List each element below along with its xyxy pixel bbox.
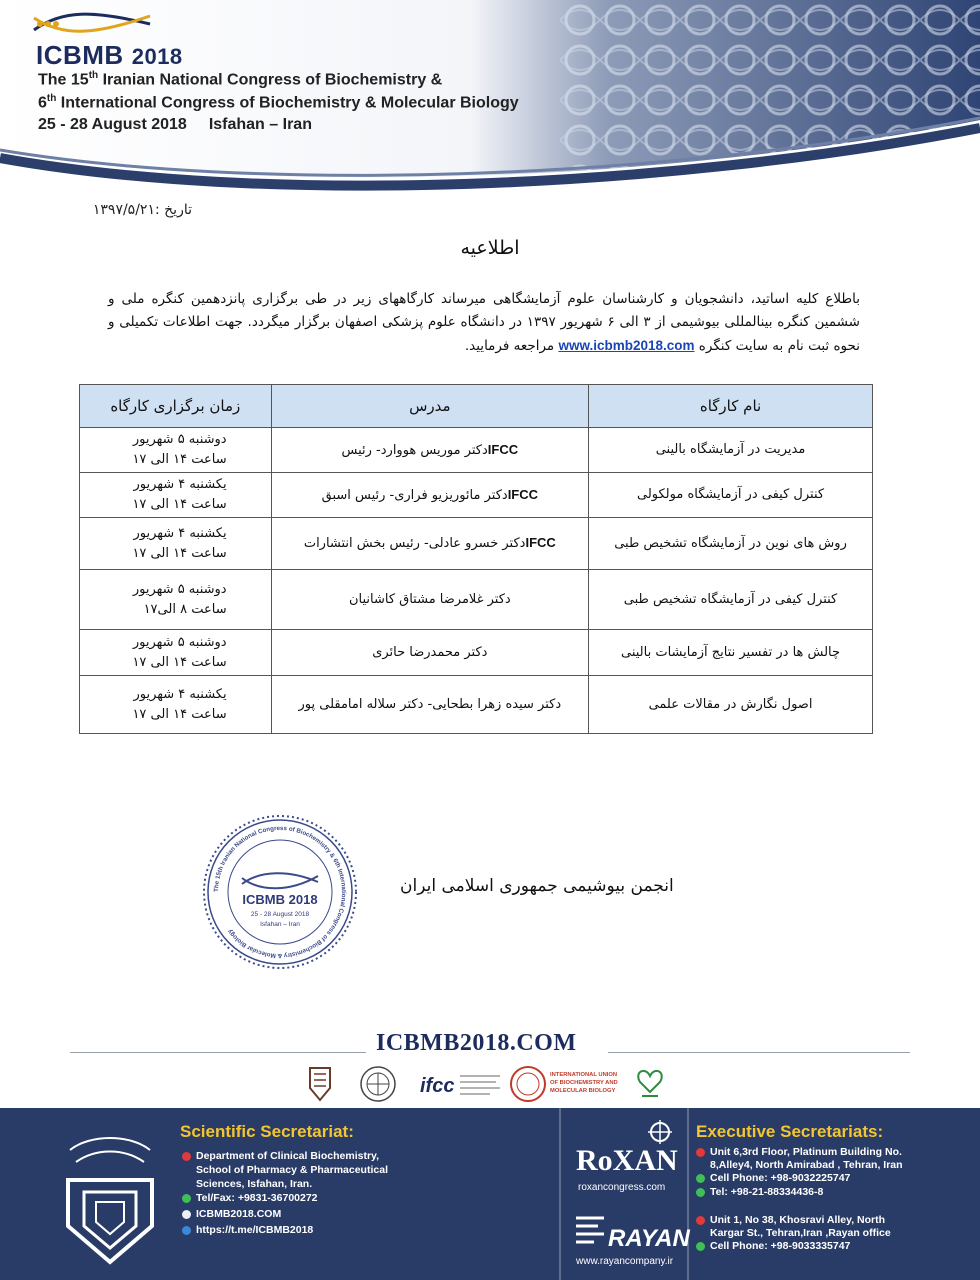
- announcement-body: [108, 288, 860, 358]
- header-time: زمان برگزاری کارگاه: [80, 385, 272, 428]
- sci-address-1-text: Department of Clinical Biochemistry,: [196, 1150, 380, 1162]
- instructor-prefix: IFCC: [487, 441, 519, 457]
- intro-text-end: مراجعه فرمایید.: [464, 338, 555, 354]
- telegram-icon: [182, 1226, 191, 1235]
- workshops-table: [79, 384, 873, 734]
- roxan-name: RoXAN: [576, 1144, 678, 1177]
- table-header-row: [80, 385, 873, 428]
- time-day: دوشنبه ۵ شهریور: [132, 634, 227, 650]
- ifcc-logo-icon: [420, 1075, 500, 1097]
- instructor-name: دکتر غلامرضا مشتاق کاشانیان: [348, 591, 511, 607]
- ifcc-text: ifcc: [420, 1075, 455, 1097]
- workshop-time: [80, 473, 272, 518]
- iubmb-line-3: MOLECULAR BIOLOGY: [550, 1088, 616, 1094]
- workshop-name: چالش ها در تفسیر نتایج آزمایشات بالینی: [589, 630, 873, 676]
- workshop-instructor: [271, 676, 588, 734]
- exec-2-cell: [696, 1240, 850, 1253]
- time-day: یکشنبه ۴ شهریور: [133, 525, 227, 541]
- workshop-instructor: [271, 473, 588, 518]
- letter-date: تاریخ :۱۳۹۷/۵/۲۱: [92, 202, 192, 218]
- congress-dates-location: [38, 116, 312, 134]
- time-day: یکشنبه ۴ شهریور: [133, 477, 227, 492]
- rayan-site: www.rayancompany.ir: [576, 1256, 674, 1267]
- instructor-name: دکتر سیده زهرا بطحایی- دکتر سلاله امامقلی پور: [298, 696, 562, 712]
- table-row: [80, 570, 873, 630]
- stamp-dates: 25 - 28 August 2018: [250, 911, 310, 918]
- exec1-tel-text: Tel: +98-21-88334436-8: [710, 1186, 824, 1198]
- congress-dates: 25 - 28 August 2018: [38, 116, 187, 133]
- workshop-name: مدیریت در آزمایشگاه بالینی: [589, 428, 873, 473]
- line1-pre: The 15: [38, 71, 89, 89]
- scientific-secretariat-title: Scientific Secretariat:: [180, 1122, 354, 1141]
- sci-website[interactable]: [182, 1208, 281, 1221]
- university-shield-icon: [310, 1068, 330, 1100]
- header-instructor: مدرس: [271, 385, 588, 428]
- time-day: دوشنبه ۵ شهریور: [132, 432, 227, 447]
- sci-address-line-1: [182, 1150, 379, 1163]
- time-day: دوشنبه ۵ شهریور: [132, 581, 227, 597]
- instructor-name: دکتر محمدرضا حائری: [372, 644, 488, 660]
- table-row: [80, 630, 873, 676]
- divider-line-left: [70, 1052, 366, 1053]
- stamp-city: Isfahan – Iran: [260, 921, 300, 928]
- exec1-l1-text: Unit 6,3rd Floor, Platinum Building No.: [710, 1146, 902, 1158]
- line2-pre: 6: [38, 94, 47, 112]
- sci-tg-text: https://t.me/ICBMB2018: [196, 1224, 314, 1236]
- phone-icon: [696, 1174, 705, 1183]
- workshop-name: کنترل کیفی در آزمایشگاه مولکولی: [589, 473, 873, 518]
- roxan-site: roxancongress.com: [578, 1182, 666, 1193]
- sci-address-line-2: School of Pharmacy & Pharmaceutical: [196, 1164, 388, 1176]
- workshop-name: اصول نگارش در مقالات علمی: [589, 676, 873, 734]
- congress-line-1: [38, 70, 442, 89]
- time-hours: ساعت ۱۴ الی ۱۷: [132, 545, 227, 561]
- phone-icon: [182, 1194, 191, 1203]
- table-row: [80, 676, 873, 734]
- workshop-time: [80, 570, 272, 630]
- society-name: انجمن بیوشیمی جمهوری اسلامی ایران: [400, 876, 674, 896]
- time-hours: ساعت ۱۴ الی ۱۷: [132, 654, 227, 670]
- exec-1-cell: [696, 1172, 850, 1185]
- exec-address-1-line-1: [696, 1146, 902, 1159]
- header-workshop-name: نام کارگاه: [589, 385, 873, 428]
- iubmb-line-1: INTERNATIONAL UNION: [550, 1072, 618, 1078]
- phone-icon: [696, 1188, 705, 1197]
- sci-telegram[interactable]: [182, 1224, 313, 1237]
- location-pin-icon: [696, 1216, 705, 1225]
- partner-logos: [300, 1062, 680, 1106]
- brand-name: ICBMB: [36, 40, 124, 70]
- divider-line-right: [608, 1052, 910, 1053]
- workshop-time: [80, 428, 272, 473]
- sci-web-text: ICBMB2018.COM: [196, 1208, 282, 1220]
- instructor-name: دکتر مائوریزیو فراری- رئیس اسبق: [321, 487, 508, 503]
- sci-address-line-3: Sciences, Isfahan, Iran.: [196, 1178, 313, 1190]
- instructor-name: دکتر موریس هووارد- رئیس: [341, 442, 488, 458]
- workshop-time: [80, 676, 272, 734]
- society-globe-icon: [361, 1067, 395, 1101]
- workshop-time: [80, 630, 272, 676]
- iubmb-line-2: OF BIOCHEMISTRY AND: [550, 1080, 618, 1086]
- time-day: یکشنبه ۴ شهریور: [133, 686, 227, 702]
- exec-1-tel: [696, 1186, 823, 1199]
- line2-sup: th: [46, 93, 57, 104]
- table-row: [80, 518, 873, 570]
- iubmb-logo-icon: [511, 1067, 618, 1101]
- heart-society-icon: [638, 1071, 661, 1096]
- stamp-ring-text: The 15th Iranian National Congress of Biochemistry & 6th International Congress of Biochemistry & Molecular Biology: [212, 824, 348, 960]
- workshop-instructor: [271, 630, 588, 676]
- workshop-time: [80, 518, 272, 570]
- intro-text: باطلاع کلیه اساتید، دانشجویان و کارشناسان علوم آزمایشگاهی میرساند کارگاههای زیر در طی برگزاری پانزدهمین کنگره ملی و ششمین کنگره بینالمللی بیوشیمی از ۳ الی ۶ شهریور ۱۳۹۷ در دانشگاه علوم پزشکی اصفهان برگزار میگردد. جهت اطلاعات تکمیلی و نحوه ثبت نام به سایت کنگره: [108, 291, 860, 354]
- workshop-name: کنترل کیفی در آزمایشگاه تشخیص طبی: [589, 570, 873, 630]
- exec2-cell-text: Cell Phone: +98-9033335747: [710, 1240, 851, 1252]
- workshop-name: روش های نوین در آزمایشگاه تشخیص طبی: [589, 518, 873, 570]
- table-row: [80, 428, 873, 473]
- exec1-cell-text: Cell Phone: +98-9032225747: [710, 1172, 851, 1184]
- rayan-logo-icon: [574, 1212, 690, 1276]
- globe-icon: [182, 1210, 191, 1219]
- exec2-l1-text: Unit 1, No 38, Khosravi Alley, North: [710, 1214, 886, 1226]
- time-hours: ساعت ۱۴ الی ۱۷: [132, 452, 227, 467]
- university-emblem-icon: [60, 1130, 160, 1266]
- time-hours: ساعت ۸ الی۱۷: [143, 601, 227, 617]
- workshop-instructor: [271, 518, 588, 570]
- exec-address-2-line-2: Kargar St., Tehran,Iran ,Rayan office: [710, 1227, 891, 1239]
- congress-location: Isfahan – Iran: [208, 116, 312, 133]
- workshop-instructor: [271, 428, 588, 473]
- announcement-title: اطلاعیه: [460, 237, 520, 259]
- line1-sup: th: [88, 70, 99, 81]
- sci-tel-text: Tel/Fax: +9831-36700272: [196, 1192, 318, 1204]
- line1-post: Iranian National Congress of Biochemistry &: [98, 71, 443, 89]
- dna-logo-icon: [32, 8, 152, 38]
- instructor-name: دکتر خسرو عادلی- رئیس بخش انتشارات: [303, 536, 526, 551]
- exec-address-1-line-2: 8,Alley4, North Amirabad , Tehran, Iran: [710, 1159, 903, 1171]
- exec-address-2-line-1: [696, 1214, 885, 1227]
- location-pin-icon: [182, 1152, 191, 1161]
- congress-stamp-seal: [200, 812, 360, 972]
- line2-post: International Congress of Biochemistry & Molecular Biology: [56, 94, 519, 112]
- instructor-prefix: IFCC: [525, 535, 556, 550]
- footer-panel: [0, 1108, 980, 1280]
- brand-year: 2018: [131, 44, 183, 69]
- congress-line-2: [38, 93, 519, 112]
- time-hours: ساعت ۱۴ الی ۱۷: [132, 706, 227, 722]
- roxan-logo-icon: [574, 1118, 680, 1196]
- congress-website-link[interactable]: www.icbmb2018.com: [558, 338, 695, 353]
- time-hours: ساعت ۱۴ الی ۱۷: [132, 497, 227, 512]
- instructor-prefix: IFCC: [507, 486, 539, 502]
- footer-website[interactable]: ICBMB2018.COM: [376, 1030, 577, 1056]
- phone-icon: [696, 1242, 705, 1251]
- sci-telephone: [182, 1192, 318, 1205]
- header-banner: [0, 0, 980, 200]
- location-pin-icon: [696, 1148, 705, 1157]
- table-row: [80, 473, 873, 518]
- congress-brand: [36, 40, 183, 71]
- stamp-name: ICBMB 2018: [242, 892, 318, 907]
- workshop-instructor: [271, 570, 588, 630]
- executive-secretariats-title: Executive Secretariats:: [696, 1122, 884, 1141]
- rayan-name: RAYAN: [608, 1225, 690, 1252]
